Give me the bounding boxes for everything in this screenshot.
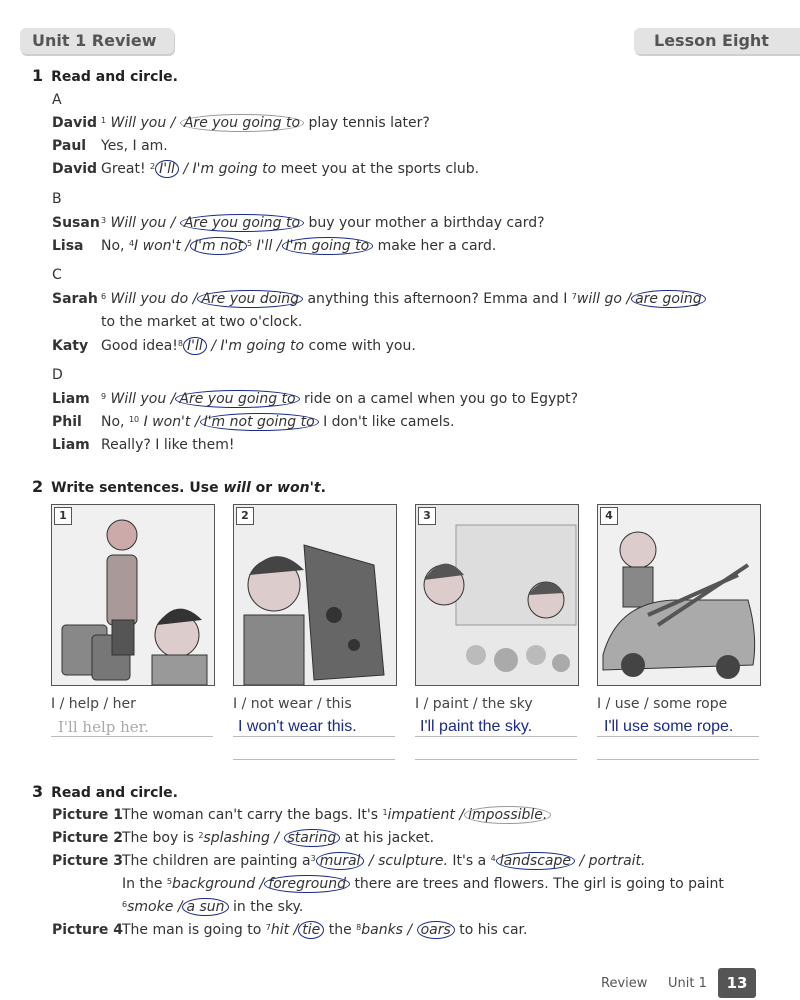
answer-line: [415, 736, 577, 737]
ex3-sentence: $^6$smoke / a sun in the sky.: [122, 899, 304, 915]
speaker: Paul: [52, 138, 87, 154]
ex3-sentence: The man is going to $^7$hit / tie the $^8$banks / oars to his car.: [122, 922, 528, 938]
ex1-letter-b: B: [52, 191, 62, 207]
answer-line: [51, 736, 213, 737]
ex2-heading: 2 Write sentences. Use will or won't.: [32, 477, 326, 496]
speaker: David: [52, 115, 98, 131]
ex2-example-answer: I'll help her.: [58, 718, 149, 736]
woman-bags-illustration: [52, 505, 214, 685]
ex2-prompt: I / use / some rope: [597, 696, 728, 712]
answer-line: [233, 736, 395, 737]
speaker: Sarah: [52, 291, 98, 307]
unit-review-tab: Unit 1 Review: [20, 28, 174, 54]
dialogue-line: No, $^4$I won't / I'm not $^5$ I'll / I'm going to make her a card.: [101, 238, 497, 254]
ex3-sentence: The woman can't carry the bags. It's $^1$impatient / impossible.: [122, 807, 551, 823]
ex3-sentence: The boy is $^2$splashing / staring at his jacket.: [122, 830, 435, 846]
speaker: Liam: [52, 437, 90, 453]
picture-1: [51, 504, 215, 686]
dialogue-line: $^9$ Will you / Are you going to ride on a camel when you go to Egypt?: [101, 391, 579, 407]
answer-line: [415, 759, 577, 760]
ex1-letter-a: A: [52, 92, 62, 108]
speaker: Lisa: [52, 238, 84, 254]
dialogue-line: No, $^{10}$ I won't / I'm not going to I don't like camels.: [101, 414, 455, 430]
dialogue-line: Really? I like them!: [101, 437, 235, 453]
speaker: David: [52, 161, 98, 177]
ex2-prompt: I / not wear / this: [233, 696, 352, 712]
picture-3: [415, 504, 579, 686]
dialogue-line: $^1$ Will you / Are you going to play tennis later?: [101, 115, 430, 131]
dialogue-line: Great! $^2$ I'll / I'm going to meet you at the sports club.: [101, 161, 480, 177]
picture-label: Picture 4: [52, 922, 124, 938]
picture-number: 4: [600, 507, 618, 525]
ex1-heading: 1 Read and circle.: [32, 66, 178, 85]
ex1-letter-d: D: [52, 367, 63, 383]
lesson-tab: Lesson Eight: [634, 28, 800, 54]
picture-label: Picture 1: [52, 807, 124, 823]
ex3-heading: 3 Read and circle.: [32, 782, 178, 801]
ex2-answer[interactable]: I'll paint the sky.: [420, 718, 533, 735]
answer-line: [597, 759, 759, 760]
dialogue-line: $^3$ Will you / Are you going to buy your mother a birthday card?: [101, 215, 545, 231]
answer-line: [233, 759, 395, 760]
picture-4: [597, 504, 761, 686]
speaker: Susan: [52, 215, 100, 231]
ex3-sentence: The children are painting $a^3$ mural / sculpture. It's a $^4$ landscape / portrait.: [122, 853, 646, 869]
dialogue-line: to the market at two o'clock.: [101, 314, 303, 330]
picture-label: Picture 2: [52, 830, 124, 846]
dialogue-line: Yes, I am.: [101, 138, 168, 154]
footer-review: Review: [601, 976, 648, 991]
boy-jacket-illustration: [234, 505, 396, 685]
picture-2: [233, 504, 397, 686]
picture-number: 3: [418, 507, 436, 525]
ex3-sentence: In the $^5$background / foreground there are trees and flowers. The girl is going to paint: [122, 876, 724, 892]
ex2-prompt: I / paint / the sky: [415, 696, 533, 712]
dialogue-line: Good idea!$^8$ I'll / I'm going to come with you.: [101, 338, 416, 354]
ex2-answer[interactable]: I'll use some rope.: [604, 718, 734, 735]
picture-number: 2: [236, 507, 254, 525]
page-number: 13: [718, 968, 756, 998]
ex2-answer[interactable]: I won't wear this.: [238, 718, 357, 735]
answer-line: [597, 736, 759, 737]
picture-number: 1: [54, 507, 72, 525]
ex2-prompt: I / help / her: [51, 696, 136, 712]
speaker: Phil: [52, 414, 82, 430]
man-car-oars-illustration: [598, 505, 760, 685]
ex1-letter-c: C: [52, 267, 62, 283]
speaker: Katy: [52, 338, 89, 354]
children-painting-illustration: [416, 505, 578, 685]
dialogue-line: $^6$ Will you do / Are you doing anything this afternoon? Emma and I $^7$will go / are going: [101, 291, 706, 307]
footer-unit: Unit 1: [668, 976, 707, 991]
picture-label: Picture 3: [52, 853, 124, 869]
speaker: Liam: [52, 391, 90, 407]
